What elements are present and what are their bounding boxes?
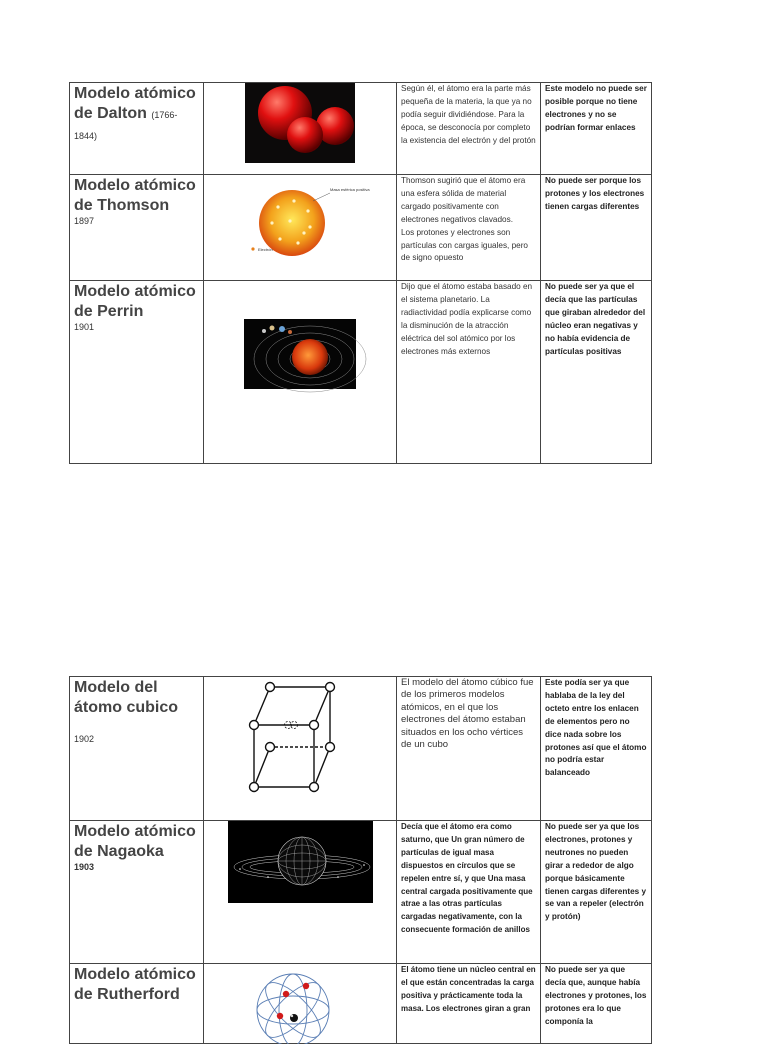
verdict-cell	[541, 677, 652, 821]
model-verdict: No puede ser ya que el decía que las partículas que giraban alrededor del núcleo eran negativas y no había evidencia de partículas positivas	[545, 282, 646, 356]
model-image-cell	[204, 677, 397, 821]
model-verdict: No puede ser ya que los electrones, protones y neutrones no pueden girar a rededor de algo porque básicamente tienen cargas diferentes y se van a repeler (electrón y protón)	[545, 822, 647, 922]
model-name-cell	[70, 83, 204, 175]
model-title: Modelo atómico de Nagaoka	[74, 823, 196, 860]
model-title: Modelo atómico de Perrin	[74, 283, 196, 320]
thomson-plum-pudding-image	[248, 185, 370, 265]
atomic-models-table-1	[69, 82, 652, 464]
model-name-cell	[70, 964, 204, 1044]
dalton-spheres-image	[245, 83, 355, 163]
description-cell	[397, 83, 541, 175]
model-description: El modelo del átomo cúbico fue de los primeros modelos atómicos, en el que los electrones del átomo estaban situados en los ocho vértices de un cubo	[401, 677, 534, 751]
model-image-cell	[204, 175, 397, 281]
model-title: Modelo del átomo cubico	[74, 679, 179, 716]
image-label-mass: Masa esférica positiva	[330, 187, 370, 192]
image-label-electron: Electrón	[258, 247, 273, 252]
model-image-cell	[204, 821, 397, 964]
verdict-cell	[541, 175, 652, 281]
table-row	[70, 964, 652, 1044]
model-title: Modelo atómico de Rutherford	[74, 966, 196, 1003]
model-description: Thomson sugirió que el átomo era una esfera sólida de material cargado positivamente con electrones negativos clavados. Los protones y electrones son partículas con cargas iguales, pero de signo opuesto	[401, 176, 528, 263]
model-description: El átomo tiene un núcleo central en el que están concentradas la carga positiva y prácticamente toda la masa. Los electrones giran a gran	[401, 965, 536, 1013]
table-row	[70, 821, 652, 964]
model-name-cell	[70, 677, 204, 821]
atomic-models-table-2	[69, 676, 652, 1044]
model-year: 1902	[74, 734, 95, 744]
model-verdict: Este modelo no puede ser posible porque no tiene electrones y no se podrían formar enlaces	[545, 84, 647, 132]
model-years: (1766-1844)	[74, 110, 178, 141]
model-verdict: No puede ser ya que decía que, aunque había electrones y protones, los protones era lo que componía la	[545, 965, 647, 1026]
perrin-solar-system-image	[244, 319, 356, 389]
model-verdict: Este podía ser ya que hablaba de la ley del octeto entre los enlacen de elementos pero no dice nada sobre los protones así que el átomo no podría estar balanceado	[545, 678, 647, 778]
verdict-cell	[541, 83, 652, 175]
description-cell	[397, 964, 541, 1044]
table-row	[70, 83, 652, 175]
description-cell	[397, 677, 541, 821]
table-row	[70, 175, 652, 281]
verdict-cell	[541, 964, 652, 1044]
description-cell	[397, 175, 541, 281]
model-name-cell	[70, 821, 204, 964]
cubic-atom-image	[244, 679, 344, 795]
table-row	[70, 677, 652, 821]
model-year: 1897	[74, 216, 95, 226]
model-title: Modelo atómico de Thomson	[74, 177, 196, 214]
nagaoka-saturn-image	[228, 821, 373, 903]
verdict-cell	[541, 821, 652, 964]
model-image-cell	[204, 83, 397, 175]
model-description: Decía que el átomo era como saturno, que Un gran número de partículas de igual masa dispuestos en círculos que se repelen entre sí, y que Una masa central cargada positivamente que atrae a las otras partículas cargadas negativamente, con la consecuente formación de anillos	[401, 822, 533, 935]
model-image-cell	[204, 964, 397, 1044]
rutherford-atom-image	[248, 964, 338, 1044]
verdict-cell	[541, 281, 652, 464]
model-verdict: No puede ser porque los protones y los electrones tienen cargas diferentes	[545, 176, 645, 211]
description-cell	[397, 821, 541, 964]
model-name-cell	[70, 281, 204, 464]
model-year: 1903	[74, 862, 95, 872]
table-row	[70, 281, 652, 464]
model-description: Dijo que el átomo estaba basado en el sistema planetario. La radiactividad podía explicarse como la disminución de la atracción eléctrica del sol atómico por los electrones más externos	[401, 282, 533, 356]
model-image-cell	[204, 281, 397, 464]
model-name-cell	[70, 175, 204, 281]
model-title: Modelo atómico de Dalton (1766-1844)	[74, 85, 196, 141]
model-description: Según él, el átomo era la parte más pequeña de la materia, la que ya no podía seguir dividiéndose. Para la época, se desconocía por completo la existencia del electrón y del protón	[401, 84, 536, 145]
model-year: 1901	[74, 322, 95, 332]
description-cell	[397, 281, 541, 464]
